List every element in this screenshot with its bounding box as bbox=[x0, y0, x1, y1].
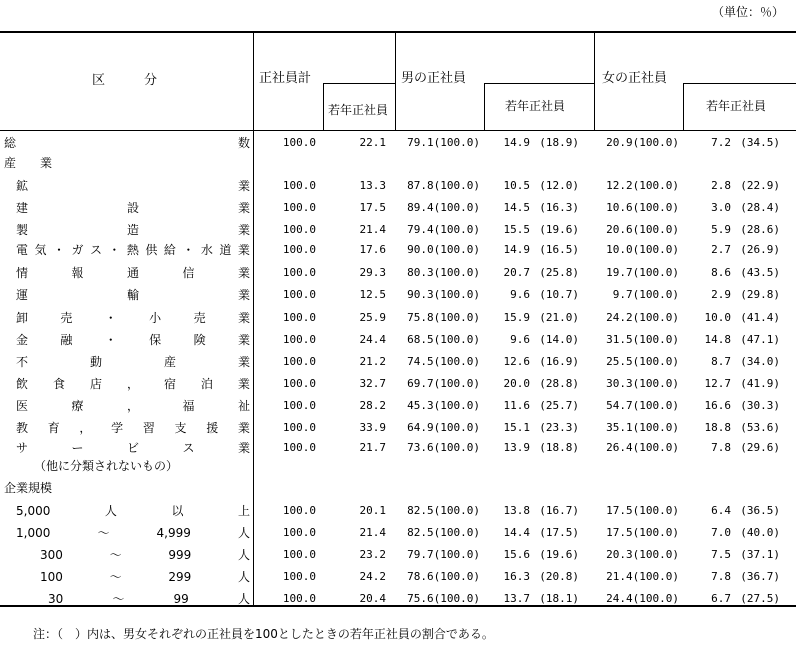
cell-male-young: 16.3 bbox=[503, 570, 530, 583]
cell-young: 12.5 bbox=[359, 288, 386, 301]
cell-male-young-pct: (20.8) bbox=[539, 570, 579, 583]
cell-young: 13.3 bbox=[359, 179, 386, 192]
row-label-part: 運 bbox=[16, 288, 29, 302]
row-label-part: 人 bbox=[237, 592, 250, 606]
row-label-part: 保 bbox=[149, 333, 162, 347]
row-label-part: 医 bbox=[16, 399, 29, 413]
cell-female-young: 16.6 bbox=[704, 399, 731, 412]
cell-female-young: 10.0 bbox=[704, 311, 731, 324]
col-divider-category bbox=[253, 31, 254, 607]
cell-female-young-pct: (41.4) bbox=[740, 311, 780, 324]
row-label bbox=[16, 504, 250, 518]
row-label-part: ス bbox=[182, 441, 195, 455]
cell-male-young: 14.9 bbox=[503, 243, 530, 256]
cell-female-young-pct: (22.9) bbox=[740, 179, 780, 192]
cell-regular-total: 100.0 bbox=[282, 311, 316, 324]
subheader-line-young bbox=[323, 83, 396, 84]
cell-young: 25.9 bbox=[359, 311, 386, 324]
cell-male-young: 13.8 bbox=[503, 504, 530, 517]
cell-young: 21.4 bbox=[359, 223, 386, 236]
cell-male-young-pct: (16.9) bbox=[539, 355, 579, 368]
row-label bbox=[16, 355, 250, 369]
subheader-line-female-young bbox=[683, 83, 796, 84]
row-label-part: ～ bbox=[109, 548, 122, 562]
cell-regular-total: 100.0 bbox=[282, 399, 316, 412]
header-category: 区 分 bbox=[92, 73, 158, 88]
cell-female-young: 2.8 bbox=[711, 179, 731, 192]
cell-young: 17.5 bbox=[359, 201, 386, 214]
row-label bbox=[16, 421, 250, 435]
header-young: 若年正社員 bbox=[328, 103, 389, 117]
row-label-part: 100 bbox=[40, 570, 63, 584]
cell-male: 79.4(100.0) bbox=[407, 223, 480, 236]
row-label-part: 動 bbox=[89, 355, 102, 369]
header-female: 女の正社員 bbox=[602, 71, 668, 86]
cell-male-young-pct: (16.7) bbox=[539, 504, 579, 517]
row-label-part: 支 bbox=[174, 421, 187, 435]
cell-female-young-pct: (34.5) bbox=[740, 136, 780, 149]
cell-female-young-pct: (36.7) bbox=[740, 570, 780, 583]
cell-female-young: 7.2 bbox=[711, 136, 731, 149]
cell-female: 31.5(100.0) bbox=[606, 333, 679, 346]
row-label-part: 業 bbox=[237, 266, 250, 280]
row-label-part: 上 bbox=[237, 504, 250, 518]
cell-female-young: 7.5 bbox=[711, 548, 731, 561]
row-label-part: 祉 bbox=[237, 399, 250, 413]
cell-male-young-pct: (25.7) bbox=[539, 399, 579, 412]
row-label-part: 業 bbox=[237, 288, 250, 302]
cell-female: 25.5(100.0) bbox=[606, 355, 679, 368]
cell-male-young: 10.5 bbox=[503, 179, 530, 192]
row-label-part: 援 bbox=[206, 421, 219, 435]
row-label-part: 泊 bbox=[200, 377, 213, 391]
cell-regular-total: 100.0 bbox=[282, 223, 316, 236]
row-label-part: 業 bbox=[237, 355, 250, 369]
cell-male: 90.0(100.0) bbox=[407, 243, 480, 256]
cell-male-young-pct: (16.5) bbox=[539, 243, 579, 256]
cell-female: 20.6(100.0) bbox=[606, 223, 679, 236]
row-label bbox=[4, 156, 52, 170]
cell-female-young: 18.8 bbox=[704, 421, 731, 434]
row-label-part: 報 bbox=[71, 266, 84, 280]
cell-female-young-pct: (28.6) bbox=[740, 223, 780, 236]
footnote: 注：（ ）内は、男女それぞれの正社員を100としたときの若年正社員の割合である。 bbox=[33, 627, 494, 641]
row-label bbox=[16, 311, 250, 325]
cell-male: 75.8(100.0) bbox=[407, 311, 480, 324]
cell-male: 69.7(100.0) bbox=[407, 377, 480, 390]
row-label bbox=[16, 526, 250, 540]
row-label bbox=[16, 333, 250, 347]
cell-young: 33.9 bbox=[359, 421, 386, 434]
cell-female-young-pct: (36.5) bbox=[740, 504, 780, 517]
row-label-part: 業 bbox=[237, 201, 250, 215]
cell-male-young: 9.6 bbox=[510, 333, 530, 346]
cell-male: 89.4(100.0) bbox=[407, 201, 480, 214]
cell-male: 90.3(100.0) bbox=[407, 288, 480, 301]
unit-label: （単位：％） bbox=[712, 5, 785, 19]
row-label-part: ス bbox=[89, 243, 102, 257]
cell-female-young-pct: (30.3) bbox=[740, 399, 780, 412]
row-label-part: 道 bbox=[219, 243, 232, 257]
col-divider-female-young bbox=[683, 83, 684, 131]
cell-young: 17.6 bbox=[359, 243, 386, 256]
row-label-part: 教 bbox=[16, 421, 29, 435]
cell-regular-total: 100.0 bbox=[282, 377, 316, 390]
row-label-part: 数 bbox=[237, 136, 250, 150]
cell-young: 20.1 bbox=[359, 504, 386, 517]
cell-male-young: 13.7 bbox=[503, 592, 530, 605]
cell-female: 10.6(100.0) bbox=[606, 201, 679, 214]
cell-female-young: 2.9 bbox=[711, 288, 731, 301]
cell-male-young: 15.1 bbox=[503, 421, 530, 434]
row-label-part: 融 bbox=[60, 333, 73, 347]
row-label bbox=[16, 441, 250, 455]
subheader-line-male-young bbox=[484, 83, 595, 84]
row-label-part: 飲 bbox=[16, 377, 29, 391]
cell-male-young-pct: (10.7) bbox=[539, 288, 579, 301]
cell-female-young: 6.7 bbox=[711, 592, 731, 605]
row-label bbox=[40, 548, 250, 562]
cell-female: 20.9(100.0) bbox=[606, 136, 679, 149]
row-label-part: 999 bbox=[168, 548, 192, 562]
row-label-part: 業 bbox=[237, 441, 250, 455]
cell-female: 10.0(100.0) bbox=[606, 243, 679, 256]
row-label-part: 企業規模 bbox=[4, 481, 53, 495]
cell-female-young-pct: (26.9) bbox=[740, 243, 780, 256]
row-label-part: ～ bbox=[109, 570, 122, 584]
row-label-part: 業 bbox=[39, 156, 52, 170]
row-label-part: ・ bbox=[104, 311, 117, 325]
cell-female-young-pct: (29.6) bbox=[740, 441, 780, 454]
header-regular-total: 正社員計 bbox=[259, 71, 312, 86]
row-label-part: 金 bbox=[16, 333, 29, 347]
row-label bbox=[48, 592, 250, 606]
cell-male-young-pct: (17.5) bbox=[539, 526, 579, 539]
cell-regular-total: 100.0 bbox=[282, 421, 316, 434]
cell-female: 24.2(100.0) bbox=[606, 311, 679, 324]
cell-female-young: 7.0 bbox=[711, 526, 731, 539]
row-label-part: 業 bbox=[237, 243, 250, 257]
row-label-part: ー bbox=[71, 441, 84, 455]
row-label bbox=[16, 377, 250, 391]
row-label-part: 水 bbox=[200, 243, 213, 257]
cell-young: 20.4 bbox=[359, 592, 386, 605]
cell-regular-total: 100.0 bbox=[282, 504, 316, 517]
row-label-part: 育 bbox=[47, 421, 60, 435]
cell-regular-total: 100.0 bbox=[282, 179, 316, 192]
row-label-part: 不 bbox=[16, 355, 29, 369]
cell-regular-total: 100.0 bbox=[282, 570, 316, 583]
cell-female-young: 8.7 bbox=[711, 355, 731, 368]
row-label bbox=[16, 288, 250, 302]
cell-female-young-pct: (29.8) bbox=[740, 288, 780, 301]
cell-male-young-pct: (14.0) bbox=[539, 333, 579, 346]
cell-regular-total: 100.0 bbox=[282, 288, 316, 301]
cell-male: 73.6(100.0) bbox=[407, 441, 480, 454]
row-label-part: 以 bbox=[171, 504, 184, 518]
cell-male-young-pct: (23.3) bbox=[539, 421, 579, 434]
cell-young: 21.4 bbox=[359, 526, 386, 539]
row-label-part: 熱 bbox=[126, 243, 139, 257]
col-divider-young bbox=[323, 83, 324, 131]
cell-female-young-pct: (43.5) bbox=[740, 266, 780, 279]
cell-male-young-pct: (18.9) bbox=[539, 136, 579, 149]
row-label-part: 福 bbox=[182, 399, 195, 413]
row-label-part: 小 bbox=[149, 311, 162, 325]
col-divider-male bbox=[395, 31, 396, 131]
cell-male: 68.5(100.0) bbox=[407, 333, 480, 346]
cell-young: 24.2 bbox=[359, 570, 386, 583]
cell-female-young-pct: (41.9) bbox=[740, 377, 780, 390]
cell-male: 64.9(100.0) bbox=[407, 421, 480, 434]
cell-male-young: 15.5 bbox=[503, 223, 530, 236]
cell-male: 87.8(100.0) bbox=[407, 179, 480, 192]
cell-female: 19.7(100.0) bbox=[606, 266, 679, 279]
col-divider-male-young bbox=[484, 83, 485, 131]
cell-female-young: 7.8 bbox=[711, 570, 731, 583]
cell-male-young-pct: (16.3) bbox=[539, 201, 579, 214]
row-label bbox=[16, 201, 250, 215]
cell-regular-total: 100.0 bbox=[282, 136, 316, 149]
cell-regular-total: 100.0 bbox=[282, 548, 316, 561]
cell-regular-total: 100.0 bbox=[282, 355, 316, 368]
cell-male-young-pct: (21.0) bbox=[539, 311, 579, 324]
row-label-part: ガ bbox=[71, 243, 84, 257]
row-label-part: ， bbox=[126, 377, 139, 391]
row-label-part: 299 bbox=[168, 570, 192, 584]
cell-female-young-pct: (40.0) bbox=[740, 526, 780, 539]
row-label-part: 卸 bbox=[16, 311, 29, 325]
row-label-part: ・ bbox=[104, 333, 117, 347]
row-label-part: 学 bbox=[111, 421, 124, 435]
row-label-part: ビ bbox=[126, 441, 139, 455]
cell-male-young: 9.6 bbox=[510, 288, 530, 301]
row-label-part: 業 bbox=[237, 179, 250, 193]
cell-male-young-pct: (18.8) bbox=[539, 441, 579, 454]
cell-female-young: 3.0 bbox=[711, 201, 731, 214]
cell-female-young: 6.4 bbox=[711, 504, 731, 517]
cell-female: 17.5(100.0) bbox=[606, 526, 679, 539]
cell-female: 24.4(100.0) bbox=[606, 592, 679, 605]
cell-female-young: 12.7 bbox=[704, 377, 731, 390]
cell-male: 79.7(100.0) bbox=[407, 548, 480, 561]
row-label bbox=[16, 243, 250, 257]
cell-female-young-pct: (27.5) bbox=[740, 592, 780, 605]
cell-young: 32.7 bbox=[359, 377, 386, 390]
cell-male: 82.5(100.0) bbox=[407, 504, 480, 517]
cell-female: 12.2(100.0) bbox=[606, 179, 679, 192]
row-label-part: 宿 bbox=[163, 377, 176, 391]
cell-male-young-pct: (28.8) bbox=[539, 377, 579, 390]
row-label-part: 険 bbox=[193, 333, 206, 347]
row-label bbox=[16, 223, 250, 237]
row-label-part: ・ bbox=[108, 243, 121, 257]
cell-female-young-pct: (34.0) bbox=[740, 355, 780, 368]
cell-female: 30.3(100.0) bbox=[606, 377, 679, 390]
cell-regular-total: 100.0 bbox=[282, 266, 316, 279]
row-label-part: 療 bbox=[71, 399, 84, 413]
cell-female-young-pct: (53.6) bbox=[740, 421, 780, 434]
cell-regular-total: 100.0 bbox=[282, 243, 316, 256]
cell-male: 80.3(100.0) bbox=[407, 266, 480, 279]
row-label-part: ， bbox=[126, 399, 139, 413]
cell-male-young-pct: (25.8) bbox=[539, 266, 579, 279]
cell-male: 74.5(100.0) bbox=[407, 355, 480, 368]
row-label-part: 業 bbox=[237, 377, 250, 391]
row-label-part: 鉱 bbox=[16, 179, 29, 193]
cell-female: 20.3(100.0) bbox=[606, 548, 679, 561]
row-label-part: 業 bbox=[237, 223, 250, 237]
cell-female-young: 2.7 bbox=[711, 243, 731, 256]
row-label-part: 人 bbox=[237, 548, 250, 562]
cell-female: 26.4(100.0) bbox=[606, 441, 679, 454]
header-bottom-border bbox=[0, 130, 796, 131]
cell-female-young: 14.8 bbox=[704, 333, 731, 346]
cell-female-young-pct: (28.4) bbox=[740, 201, 780, 214]
row-label-part: 300 bbox=[40, 548, 63, 562]
row-label bbox=[16, 179, 250, 193]
cell-male-young: 14.9 bbox=[503, 136, 530, 149]
cell-male: 79.1(100.0) bbox=[407, 136, 480, 149]
row-label-part: 電 bbox=[16, 243, 29, 257]
cell-regular-total: 100.0 bbox=[282, 201, 316, 214]
cell-male-young: 15.9 bbox=[503, 311, 530, 324]
table-top-border bbox=[0, 31, 796, 33]
col-divider-female bbox=[594, 31, 595, 131]
cell-female: 9.7(100.0) bbox=[612, 288, 679, 301]
header-female-young: 若年正社員 bbox=[706, 99, 767, 113]
row-label bbox=[16, 399, 250, 413]
row-label-part: 人 bbox=[104, 504, 117, 518]
cell-male-young: 14.4 bbox=[503, 526, 530, 539]
cell-male-young: 20.7 bbox=[503, 266, 530, 279]
cell-young: 22.1 bbox=[359, 136, 386, 149]
row-label-part: 1,000 bbox=[16, 526, 51, 540]
row-label-part: 産 bbox=[163, 355, 176, 369]
row-label-part: サ bbox=[16, 441, 29, 455]
row-label-part: 5,000 bbox=[16, 504, 51, 518]
row-label-part: 習 bbox=[142, 421, 155, 435]
row-label-part: 総 bbox=[4, 136, 17, 150]
cell-female-young: 8.6 bbox=[711, 266, 731, 279]
cell-female-young: 7.8 bbox=[711, 441, 731, 454]
cell-female: 17.5(100.0) bbox=[606, 504, 679, 517]
row-label-part: 業 bbox=[237, 421, 250, 435]
cell-male-young: 15.6 bbox=[503, 548, 530, 561]
row-label-part: 情 bbox=[16, 266, 29, 280]
row-label-part: ・ bbox=[182, 243, 195, 257]
row-label-part: 供 bbox=[145, 243, 158, 257]
cell-male-young-pct: (19.6) bbox=[539, 223, 579, 236]
header-male-young: 若年正社員 bbox=[505, 99, 566, 113]
cell-regular-total: 100.0 bbox=[282, 526, 316, 539]
row-label-part: 売 bbox=[60, 311, 73, 325]
cell-female: 54.7(100.0) bbox=[606, 399, 679, 412]
cell-young: 28.2 bbox=[359, 399, 386, 412]
cell-regular-total: 100.0 bbox=[282, 441, 316, 454]
row-label-part: 人 bbox=[237, 570, 250, 584]
cell-male-young: 12.6 bbox=[503, 355, 530, 368]
row-label bbox=[40, 570, 250, 584]
cell-female-young-pct: (47.1) bbox=[740, 333, 780, 346]
row-label-part: 売 bbox=[193, 311, 206, 325]
row-label-part: 設 bbox=[126, 201, 139, 215]
row-label-part: 気 bbox=[34, 243, 47, 257]
cell-male-young: 11.6 bbox=[503, 399, 530, 412]
row-label-part: ， bbox=[79, 421, 92, 435]
cell-young: 24.4 bbox=[359, 333, 386, 346]
cell-young: 29.3 bbox=[359, 266, 386, 279]
row-label-part: 建 bbox=[16, 201, 29, 215]
row-label bbox=[16, 266, 250, 280]
row-label-part: 4,999 bbox=[156, 526, 191, 540]
cell-regular-total: 100.0 bbox=[282, 592, 316, 605]
row-label-part: ～ bbox=[112, 592, 125, 606]
cell-male-young: 14.5 bbox=[503, 201, 530, 214]
row-label-part: 業 bbox=[237, 311, 250, 325]
cell-female-young: 5.9 bbox=[711, 223, 731, 236]
row-label bbox=[4, 136, 250, 150]
row-label-part: ～ bbox=[97, 526, 110, 540]
cell-male: 75.6(100.0) bbox=[407, 592, 480, 605]
cell-male: 78.6(100.0) bbox=[407, 570, 480, 583]
cell-female: 21.4(100.0) bbox=[606, 570, 679, 583]
row-sublabel: （他に分類されないもの） bbox=[34, 459, 179, 473]
row-label-part: 30 bbox=[48, 592, 64, 606]
cell-male-young: 13.9 bbox=[503, 441, 530, 454]
cell-male-young-pct: (18.1) bbox=[539, 592, 579, 605]
cell-young: 21.7 bbox=[359, 441, 386, 454]
row-label-part: 食 bbox=[52, 377, 65, 391]
row-label-part: 給 bbox=[163, 243, 176, 257]
row-label-part: 業 bbox=[237, 333, 250, 347]
row-label-part: 産 bbox=[4, 156, 17, 170]
cell-male: 82.5(100.0) bbox=[407, 526, 480, 539]
row-label-part: 人 bbox=[237, 526, 250, 540]
row-label-part: 99 bbox=[173, 592, 189, 606]
cell-male-young-pct: (19.6) bbox=[539, 548, 579, 561]
cell-female: 35.1(100.0) bbox=[606, 421, 679, 434]
row-label-part: 通 bbox=[126, 266, 139, 280]
row-label-part: 製 bbox=[16, 223, 29, 237]
row-label-part: ・ bbox=[52, 243, 65, 257]
cell-male-young-pct: (12.0) bbox=[539, 179, 579, 192]
row-label-part: 造 bbox=[126, 223, 139, 237]
cell-female-young-pct: (37.1) bbox=[740, 548, 780, 561]
header-male: 男の正社員 bbox=[401, 71, 467, 86]
cell-regular-total: 100.0 bbox=[282, 333, 316, 346]
cell-male: 45.3(100.0) bbox=[407, 399, 480, 412]
cell-young: 21.2 bbox=[359, 355, 386, 368]
cell-male-young: 20.0 bbox=[503, 377, 530, 390]
row-label-part: 店 bbox=[89, 377, 102, 391]
row-label-part: 輸 bbox=[126, 288, 139, 302]
row-label-part: 信 bbox=[182, 266, 195, 280]
row-label bbox=[4, 481, 52, 495]
cell-young: 23.2 bbox=[359, 548, 386, 561]
